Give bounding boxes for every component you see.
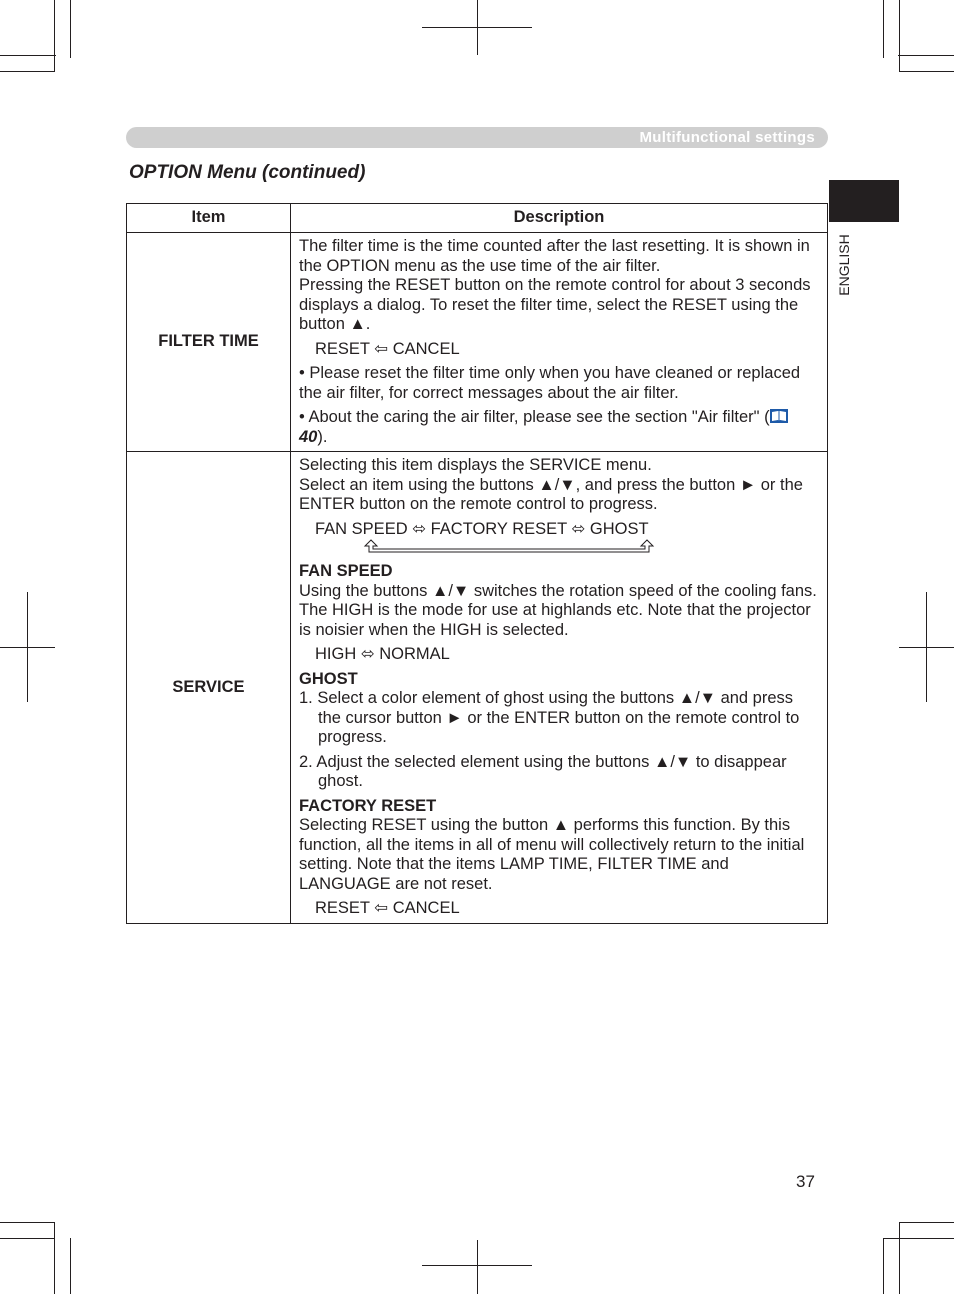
filter-note: • Please reset the filter time only when you have cleaned or replaced the air filter, for correct messages about the air filter. [299, 364, 801, 402]
service-menu-cycle: FAN SPEED ⬄ FACTORY RESET ⬄ GHOST [315, 519, 649, 538]
factory-reset-heading: FACTORY RESET [299, 796, 437, 815]
crop-mark [477, 1240, 478, 1294]
crop-mark [899, 647, 954, 648]
column-header-description: Description [291, 204, 828, 233]
crop-mark [70, 0, 71, 58]
page-number: 37 [796, 1172, 815, 1191]
filter-paragraph: The filter time is the time counted after the last resetting. It is shown in the OPTION menu as the use time of the air filter. [299, 237, 810, 275]
service-paragraph: Select an item using the buttons ▲/▼, and press the button ► or the ENTER button on the remote control to progress. [299, 475, 803, 513]
filter-reference [299, 408, 819, 447]
book-icon [770, 409, 788, 423]
section-header-label: Multifunctional settings [639, 129, 815, 146]
crop-mark [0, 71, 55, 72]
service-paragraph: Selecting this item displays the SERVICE menu. [299, 456, 652, 474]
language-tab [829, 180, 899, 222]
factory-reset-options: RESET ⇦ CANCEL [315, 899, 460, 917]
item-filter-time: FILTER TIME [127, 233, 291, 452]
crop-mark [0, 55, 56, 56]
filter-paragraph: Pressing the RESET button on the remote control for about 3 seconds displays a dialog. To reset the filter time, select the RESET using the button ▲. [299, 276, 811, 333]
crop-mark [899, 1222, 954, 1223]
crop-mark [477, 0, 478, 55]
factory-reset-text: Selecting RESET using the button ▲ performs this function. By this function, all the items in all of menu will collectively return to the initial setting. Note that the items LAMP TIME, FILTER TIME and LANGUAGE are not reset. [299, 816, 805, 893]
table-header-row [127, 204, 828, 233]
crop-mark [0, 647, 55, 648]
ghost-step-1: 1. Select a color element of ghost using the buttons ▲/▼ and press the cursor button ► or the ENTER button on the remote control to progress. [299, 689, 800, 746]
crop-mark [0, 1238, 55, 1239]
filter-reference-page: 40 [299, 427, 318, 446]
crop-mark [899, 1222, 900, 1294]
crop-mark [883, 0, 884, 58]
crop-mark [54, 0, 55, 71]
table-row-filter-time [127, 233, 828, 452]
section-header-bar [126, 127, 828, 148]
table-row-service [127, 452, 828, 924]
page-title: OPTION Menu (continued) [129, 162, 366, 183]
option-menu-table [126, 203, 828, 924]
fan-speed-heading: FAN SPEED [299, 562, 393, 580]
ghost-step-2: 2. Adjust the selected element using the buttons ▲/▼ to disappear ghost. [299, 752, 787, 790]
cycle-return-arrow [299, 539, 819, 557]
description-filter-time [291, 233, 828, 452]
crop-mark [899, 71, 954, 72]
crop-mark [883, 1238, 954, 1239]
description-service [291, 452, 828, 924]
crop-mark [883, 1238, 884, 1294]
crop-mark [54, 1222, 55, 1294]
crop-mark [899, 0, 900, 71]
ghost-heading: GHOST [299, 669, 358, 688]
crop-mark [0, 1222, 55, 1223]
column-header-item: Item [127, 204, 291, 233]
fan-speed-options: HIGH ⬄ NORMAL [315, 645, 450, 663]
filter-reference-text: • About the caring the air filter, please see the section "Air filter" ( [299, 408, 770, 426]
filter-reference-close: ). [317, 427, 328, 446]
filter-reset-options: RESET ⇦ CANCEL [315, 339, 460, 358]
crop-mark [898, 55, 954, 56]
language-label: ENGLISH [836, 234, 852, 296]
item-service: SERVICE [127, 452, 291, 924]
fan-speed-text: Using the buttons ▲/▼ switches the rotation speed of the cooling fans. The HIGH is the mode for use at highlands etc. Note that the projector is noisier when the HIGH is selected. [299, 581, 817, 639]
crop-mark [70, 1238, 71, 1294]
